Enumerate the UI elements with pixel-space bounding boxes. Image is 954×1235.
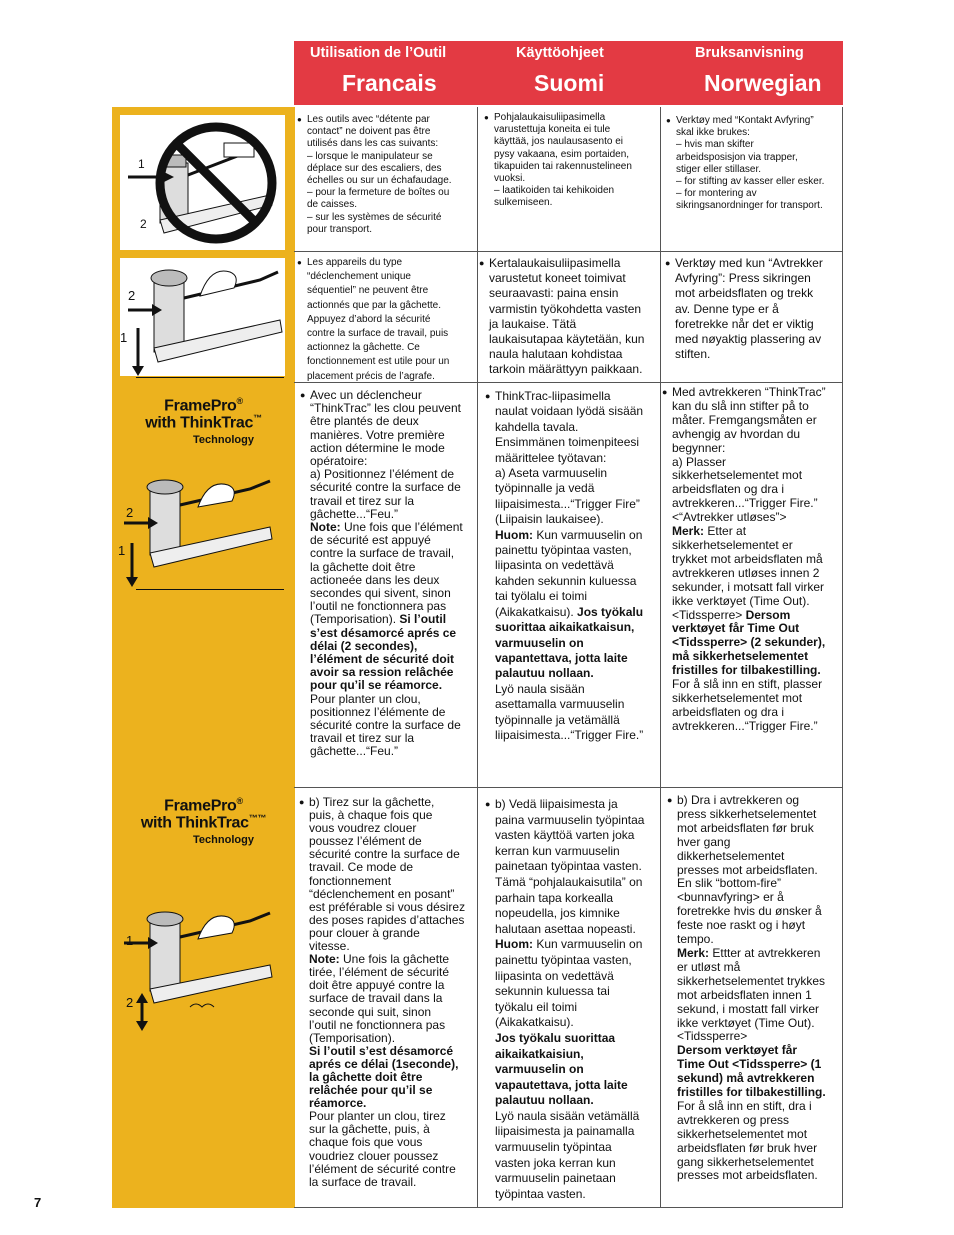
figure-thinktrac-trigger-fire: [120, 475, 285, 593]
bullet-icon: ●: [299, 797, 305, 807]
step-label: 2: [126, 995, 134, 1010]
page-number: 7: [34, 1195, 42, 1210]
brand-name: FramePro: [164, 797, 237, 815]
bullet-icon: ●: [666, 116, 671, 125]
norwegian-text-row2: ● Verktøy med kun “Avtrekker Avfyring”: Press sikringen mot arbeidsflaten og trekk av. Denne type er å foretrekke når det er viktig med nøyaktig plassering av stiften.: [665, 256, 823, 362]
finnish-text-row4: ● b) Vedä liipaisimesta ja paina varmuuselin työpintaa vasten käyttöä varten joka kerran kun varmuuselin painetaan työpintaa vasten. Tämä “pohjalaukaisutila” on parhain tapa korkealla nopeudella, jos kimnike halutaan asettaa nopeasti. Huom: Kun varmuuselin on painettu työpintaa vasten, liipasinta on vedettävä sekunnin kuluessa tai työkalu eil toimi (Aikakatkaisu). Jos työkalu suorittaa aikaikatkaisiun, varmuuselin on vapautettava, jotta laite palautuu nollaan. Lyö naula sisään vetämällä liipaisimesta ja painamalla varmuuselin työpintaa vasten joka kerran kun varmuuselin painetaan työpintaa vasten.: [485, 797, 645, 1201]
french-text-row4: ● b) Tirez sur la gâchette, puis, à chaque fois que vous voudrez clouer poussez l’élément de sécurité contre la surface de travail. Ce mode de fonctionnement “déclenchement en posant” est préférable si vous désirez des poses rapides d’attaches pour clouer à grande vitesse. Note: Une fois la gâchette tirée, l’élément de sécurité doit être appuyé contre la surface de travail dans la seconde qui suit, sinon l’outil ne fonctionnera pas (Temporisation). Si l’outil s’est désamorcé aprés ce délai (1seconde), la gâchette doit être relâchée pour qu’il se réamorce. Pour planter un clou, tirez sur la gâchette, puis, à chaque fois que vous voudriez clouer poussez l’élément de sécurité contre la surface de travail.: [299, 795, 466, 1189]
french-subtitle: Utilisation de l’Outil: [310, 45, 447, 61]
step-label: 1: [120, 330, 128, 345]
brand-subname: with ThinkTrac: [145, 414, 254, 432]
nailer-trigger-fire-icon: [120, 475, 285, 593]
figure-thinktrac-bottom-fire: [120, 907, 285, 1032]
language-header: [294, 41, 843, 105]
finnish-subtitle: Käyttöohjeet: [516, 45, 604, 61]
bullet-icon: ●: [484, 113, 489, 122]
step-label: 1: [138, 157, 145, 171]
bullet-icon: ●: [479, 258, 485, 268]
step-label: 2: [126, 505, 134, 520]
bullet-icon: ●: [300, 390, 306, 400]
illustration-sidebar: [112, 107, 295, 1208]
french-text-row3: ● Avec un déclencheur “ThinkTrac” les clou peuvent être plantés de deux manières. Votre première action détermine le mode opératoire: a) Positionnez l’élément de sécurité contre la surface de travail et tirez sur la gâchette...“Feu.” Note: Une fois que l’élément de sécurité est appuyé contre la surface de travail, la gâchette doit être actioneée dans les deux secondes qui sivent, sinon l’outil ne fonctionnera pas (Temporisation). Si l’outil s’est désamorcé aprés ce délai (2 secondes), l’élément de sécurité doit avoir sa ression relâchée pour qu’il se réamorce. Pour planter un clou, positionnez l’élémente de sécurité contre la surface de travail et tirez sur la gâchette...“Feu.”: [300, 388, 463, 759]
finnish-title: Suomi: [534, 70, 605, 96]
bullet-icon: ●: [667, 795, 673, 805]
figure-sequential-trip: [120, 258, 285, 376]
framepro-thinktrac-logo: [112, 396, 295, 446]
finnish-text-row2: ● Kertalaukaisuliipasimella varustetut koneet toimivat seuraavasti: paina ensin varmistin työkohdetta vasten ja laukaise. Tätä laukaisutapaa käytetään, kun naula halutaan kohdistaa tarkoin määrättyyn paikkaan.: [479, 256, 645, 377]
norwegian-text-row4: ● b) Dra i avtrekkeren og press sikkerhetselementet mot arbeidsflaten før bruk hver gang dikkerhetselementet presses mot arbeidsflaten. En slik “bottom-fire” <bunnavfyring> er å foretrekke hvis du ønsker å feste noe raskt og i høyt tempo. Merk: Ettter at avtrekkeren er utløst må sikkerhetselementet trykkes mot arbeidsflaten innen 1 sekund, i mostatt fall virker ikke verktøyet (Time Out). <Tidssperre> Dersom verktøyet får Time Out <Tidssperre> (1 sekund) må avtrekkeren fristilles for tilbakestilling. For å slå inn en stift, dra i avtrekkeren og press sikkerhetselementet mot arbeidsflaten før bruk hver gang sikkerhetselementet presses mot arbeidsflaten.: [667, 793, 826, 1183]
registered-mark: ®: [236, 396, 243, 406]
bullet-icon: ●: [297, 258, 302, 267]
nailer-sequential-icon: [120, 258, 285, 376]
brand-technology: Technology: [193, 433, 254, 446]
bullet-icon: ●: [662, 387, 668, 397]
step-label: 1: [126, 933, 134, 948]
brand-technology: Technology: [193, 833, 254, 846]
column-divider: [477, 107, 478, 1208]
step-label: 2: [140, 217, 147, 231]
registered-mark: ®: [236, 796, 243, 806]
french-text-row2: ● Les appareils du type “déclenchement unique séquentiel” ne peuvent être actionnés que par la gâchette. Appuyez d’abord la sécurité contre la surface de travail, puis actionnez la gâchette. Ce fonctionnement est utile pour un placement précis de l’agrafe.: [297, 257, 450, 382]
nailer-bottom-fire-icon: [120, 907, 285, 1032]
norwegian-text-row1: ● Verktøy med “Kontakt Avfyring” skal ikke brukes: – hvis man skifter arbeidsposisjon via trapper, stiger eller stillaser. – for stifting av kasser eller esker. – for montering av sikringsanordninger for transport.: [666, 115, 825, 212]
column-divider: [660, 107, 661, 1208]
row-divider: [294, 787, 843, 788]
brand-name: FramePro: [164, 397, 237, 415]
trademark-mark: ™: [253, 413, 262, 424]
figure-contact-trip-prohibited: [120, 115, 285, 250]
row-divider: [294, 1207, 843, 1208]
framepro-thinktrac-logo: [112, 796, 295, 846]
finnish-text-row1: ● Pohjalaukaisuliipasimella varustettuja koneita ei tule käyttää, jos naulausasento ei pysy vakaana, esim portaiden, tikapuiden tai rakennustelineen vuoksi. – laatikoiden tai kehikoiden sulkemiseen.: [484, 112, 632, 209]
bullet-icon: ●: [297, 115, 302, 124]
norwegian-subtitle: Bruksanvisning: [695, 45, 804, 61]
brand-subname: with ThinkTrac: [140, 814, 249, 832]
column-divider: [842, 107, 843, 1208]
french-text-row1: ● Les outils avec “détente par contact” ne doivent pas être utilisés dans les cas suivants: – lorsque le manipulateur se déplace sur des escaliers, des échelles ou sur un échafaudage. – pour la fermeture de boîtes ou de caisses. – sur les systèmes de sécurité pour transport.: [297, 114, 452, 235]
row-divider: [294, 251, 843, 252]
bullet-icon: ●: [485, 391, 491, 401]
norwegian-text-row3: ● Med avtrekkeren “ThinkTrac” kan du slå inn stifter på to måter. Fremgangsmåten er avhengig av hvordan du begynner: a) Plasser sikkerhetselementet mot arbeidsflaten og dra i avtrekkeren...“Trigger Fire.” <“Avtrekker utløses”> Merk: Etter at sikkerhetselementet er trykket mot arbeidsflaten må avtrekkeren utløses innen 2 sekunder, i motsatt fall virker ikke verktøyet (Time Out). <Tidssperre> Dersom verktøyet får Time Out <Tidssperre> (2 sekunder), må sikkerhetselementet fristilles for tilbakestilling. For å slå inn en stift, plasser sikkerhetselementet mot arbeidsflaten og dra i avtrekkeren...“Trigger Fire.”: [662, 385, 826, 733]
finnish-text-row3: ● ThinkTrac-liipasimella naulat voidaan lyödä sisään kahdella tavala. Ensimmänen toimenpiteesi määrittelee työtavan: a) Aseta varmuuselin työpinnalle ja vedä liipaisimesta...“Trigger Fire” (Liipaisin laukaisee). Huom: Kun varmuuselin on painettu työpintaa vasten, liipasinta on vedettävä kahden sekunnin kuluessa tai työlalu ei toimi (Aikakatkaisu). Jos työkalu suorittaa aikaikatkaisun, varmuuselin on vapantettava, jotta laite palautuu nollaan. Lyö naula sisään asettamalla varmuuselin työpinnalle ja vetämällä liipaisimesta...“Trigger Fire.”: [485, 389, 644, 742]
bullet-icon: ●: [665, 258, 671, 268]
step-label: 1: [118, 543, 126, 558]
french-title: Francais: [342, 70, 437, 96]
trademark-mark: ™™: [248, 813, 267, 824]
bullet-icon: ●: [485, 799, 491, 809]
norwegian-title: Norwegian: [704, 70, 822, 96]
step-label: 2: [128, 288, 136, 303]
